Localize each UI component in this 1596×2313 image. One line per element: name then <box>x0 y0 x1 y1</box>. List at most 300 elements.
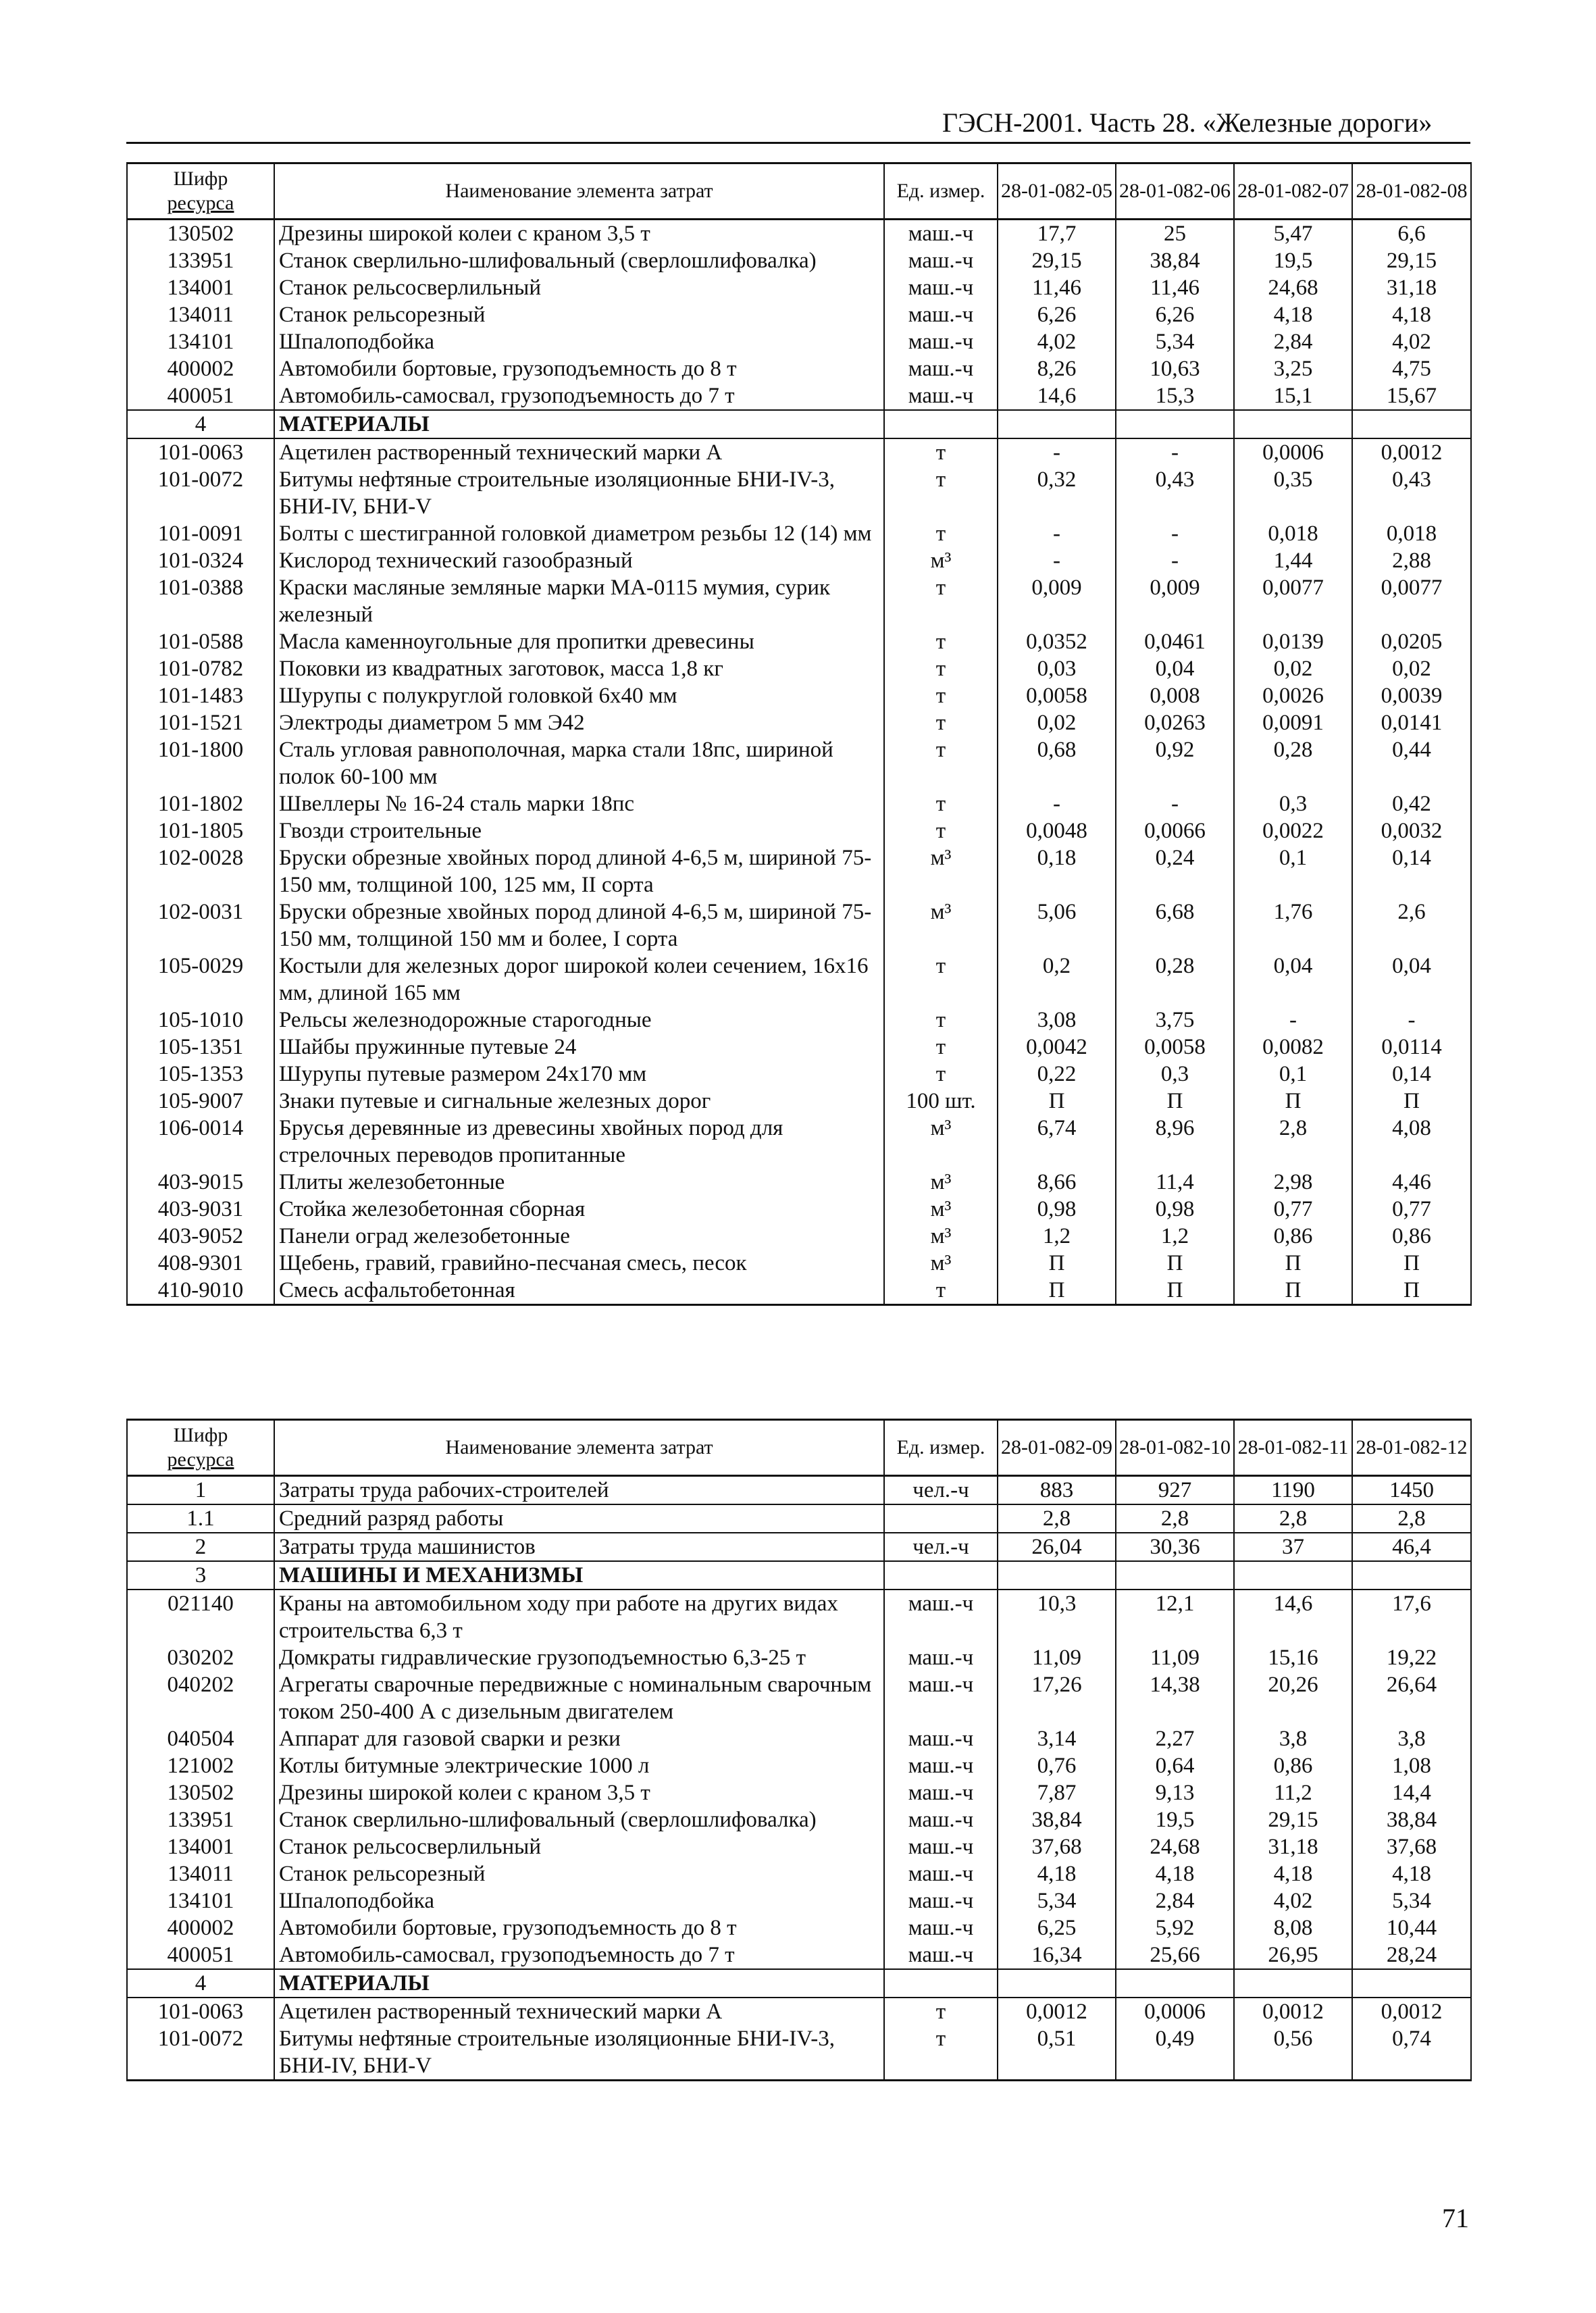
norm-value-cell: 0,0022 <box>1234 817 1352 844</box>
norm-value-cell: 5,47 <box>1234 220 1352 248</box>
norm-value-cell: 17,26 <box>998 1671 1116 1725</box>
table-row <box>127 682 1471 709</box>
norm-value-cell: 0,56 <box>1234 2025 1352 2081</box>
norm-value-cell: 0,0042 <box>998 1034 1116 1061</box>
norm-value-cell: 4,18 <box>1234 301 1352 328</box>
norm-value-cell: 0,018 <box>1234 520 1352 547</box>
norm-value-cell: 4,18 <box>998 1860 1116 1887</box>
norm-value-cell: 26,04 <box>998 1533 1116 1561</box>
norm-value-cell: 8,96 <box>1116 1115 1234 1169</box>
norm-value-cell: 0,86 <box>1352 1223 1471 1250</box>
norm-value-cell: 0,77 <box>1234 1196 1352 1223</box>
norm-value-cell: 1,2 <box>1116 1223 1234 1250</box>
norm-value-cell <box>1234 1969 1352 1998</box>
norm-value-cell: П <box>998 1250 1116 1277</box>
norm-value-cell: - <box>998 790 1116 817</box>
norm-value-cell: 0,0006 <box>1234 438 1352 466</box>
norm-value-cell: 28,24 <box>1352 1941 1471 1969</box>
resource-code-cell: 1 <box>127 1476 274 1505</box>
resource-code-cell: 403-9015 <box>127 1169 274 1196</box>
table-row <box>127 2025 1471 2081</box>
resource-code-cell: 101-1483 <box>127 682 274 709</box>
norm-value-cell: 20,26 <box>1234 1671 1352 1725</box>
resource-table-2 <box>126 1419 1472 2081</box>
running-header: ГЭСН-2001. Часть 28. «Железные дороги» <box>942 107 1433 138</box>
norm-value-cell: 24,68 <box>1234 274 1352 301</box>
norm-value-cell: 14,38 <box>1116 1671 1234 1725</box>
norm-value-cell: 0,0077 <box>1234 574 1352 628</box>
norm-value-cell: 30,36 <box>1116 1533 1234 1561</box>
norm-value-cell: 0,0026 <box>1234 682 1352 709</box>
resource-name-cell: Станок рельсосверлильный <box>274 274 884 301</box>
resource-name-cell: Бруски обрезные хвойных пород длиной 4-6,5 м, шириной 75-150 мм, толщиной 100, 125 мм, II сорта <box>274 844 884 898</box>
norm-value-cell: 11,2 <box>1234 1779 1352 1806</box>
norm-value-cell <box>998 410 1116 438</box>
unit-cell: 100 шт. <box>884 1088 998 1115</box>
norm-value-cell: 10,44 <box>1352 1914 1471 1941</box>
table-row <box>127 1196 1471 1223</box>
norm-value-cell: 3,25 <box>1234 355 1352 382</box>
norm-value-cell: 0,74 <box>1352 2025 1471 2081</box>
resource-code-cell: 134001 <box>127 1833 274 1860</box>
table-row <box>127 1998 1471 2025</box>
norm-value-cell: 5,34 <box>998 1887 1116 1914</box>
norm-value-cell: 0,009 <box>998 574 1116 628</box>
unit-cell: маш.-ч <box>884 274 998 301</box>
norm-value-cell: - <box>1116 547 1234 574</box>
norm-value-cell: 0,0091 <box>1234 709 1352 736</box>
norm-value-cell <box>998 1969 1116 1998</box>
norm-value-cell: 0,02 <box>1352 655 1471 682</box>
resource-code-cell: 134011 <box>127 301 274 328</box>
resource-code-cell: 101-0072 <box>127 2025 274 2081</box>
norm-value-cell: 29,15 <box>998 247 1116 274</box>
norm-value-cell: 11,46 <box>1116 274 1234 301</box>
unit-cell: т <box>884 1061 998 1088</box>
norm-value-cell <box>1116 1969 1234 1998</box>
table-row <box>127 1671 1471 1725</box>
norm-code-header: 28-01-082-06 <box>1116 163 1234 220</box>
norm-value-cell: 6,6 <box>1352 220 1471 248</box>
norm-value-cell: 17,6 <box>1352 1590 1471 1644</box>
norm-value-cell: 4,18 <box>1116 1860 1234 1887</box>
norm-value-cell: 0,64 <box>1116 1752 1234 1779</box>
resource-code-cell: 040202 <box>127 1671 274 1725</box>
unit-cell <box>884 410 998 438</box>
norm-value-cell: 0,1 <box>1234 1061 1352 1088</box>
norm-value-cell: 0,43 <box>1352 466 1471 520</box>
norm-value-cell: 0,14 <box>1352 1061 1471 1088</box>
norm-value-cell: 5,06 <box>998 898 1116 952</box>
table-row <box>127 1088 1471 1115</box>
norm-value-cell: 0,0461 <box>1116 628 1234 655</box>
resource-name-cell: Станок рельсосверлильный <box>274 1833 884 1860</box>
unit-cell: маш.-ч <box>884 1590 998 1644</box>
norm-value-cell: 0,86 <box>1234 1223 1352 1250</box>
norm-value-cell: 0,77 <box>1352 1196 1471 1223</box>
resource-name-cell: Электроды диаметром 5 мм Э42 <box>274 709 884 736</box>
norm-value-cell: 6,68 <box>1116 898 1234 952</box>
resource-code-cell: 400002 <box>127 1914 274 1941</box>
norm-value-cell: 0,3 <box>1116 1061 1234 1088</box>
norm-value-cell: 19,5 <box>1116 1806 1234 1833</box>
norm-value-cell: 16,34 <box>998 1941 1116 1969</box>
norm-value-cell: 37,68 <box>1352 1833 1471 1860</box>
table-row <box>127 898 1471 952</box>
norm-value-cell: П <box>1352 1088 1471 1115</box>
table-row <box>127 1504 1471 1533</box>
unit-cell: м³ <box>884 1115 998 1169</box>
unit-cell: маш.-ч <box>884 1860 998 1887</box>
norm-value-cell: 0,008 <box>1116 682 1234 709</box>
norm-value-cell: 2,8 <box>1352 1504 1471 1533</box>
section-row <box>127 1969 1471 1998</box>
resource-code-cell: 101-0072 <box>127 466 274 520</box>
norm-value-cell: 0,0012 <box>1234 1998 1352 2025</box>
table-row <box>127 1115 1471 1169</box>
norm-value-cell: 25 <box>1116 220 1234 248</box>
resource-code-cell: 133951 <box>127 247 274 274</box>
unit-cell <box>884 1969 998 1998</box>
norm-value-cell: 2,8 <box>1234 1115 1352 1169</box>
norm-value-cell: 2,84 <box>1116 1887 1234 1914</box>
resource-name-cell: Щебень, гравий, гравийно-песчаная смесь, песок <box>274 1250 884 1277</box>
norm-value-cell: - <box>1116 520 1234 547</box>
table-row <box>127 1914 1471 1941</box>
unit-cell: т <box>884 952 998 1007</box>
table-row <box>127 1169 1471 1196</box>
norm-code-header: 28-01-082-12 <box>1352 1420 1471 1476</box>
norm-value-cell: П <box>1116 1250 1234 1277</box>
norm-value-cell <box>1116 1561 1234 1590</box>
unit-cell: т <box>884 628 998 655</box>
norm-code-header: 28-01-082-08 <box>1352 163 1471 220</box>
table-row <box>127 1725 1471 1752</box>
table-row <box>127 1223 1471 1250</box>
table-row <box>127 1644 1471 1671</box>
norm-value-cell: 0,24 <box>1116 844 1234 898</box>
table-row <box>127 790 1471 817</box>
resource-name-cell: МАТЕРИАЛЫ <box>274 410 884 438</box>
norm-value-cell: П <box>998 1088 1116 1115</box>
norm-value-cell: 26,64 <box>1352 1671 1471 1725</box>
resource-table-1 <box>126 162 1472 1306</box>
norm-value-cell: 37,68 <box>998 1833 1116 1860</box>
table-row <box>127 1752 1471 1779</box>
table-row <box>127 817 1471 844</box>
resource-name-cell: Швеллеры № 16-24 сталь марки 18пс <box>274 790 884 817</box>
norm-value-cell: 0,3 <box>1234 790 1352 817</box>
norm-value-cell: 14,4 <box>1352 1779 1471 1806</box>
unit-cell: чел.-ч <box>884 1476 998 1505</box>
resource-name-cell: Брусья деревянные из древесины хвойных пород для стрелочных переводов пропитанные <box>274 1115 884 1169</box>
table-row <box>127 355 1471 382</box>
norm-code-header: 28-01-082-10 <box>1116 1420 1234 1476</box>
resource-code-cell: 130502 <box>127 220 274 248</box>
table-row <box>127 1590 1471 1644</box>
norm-value-cell: 29,15 <box>1352 247 1471 274</box>
norm-value-cell: 2,8 <box>998 1504 1116 1533</box>
norm-value-cell <box>1234 410 1352 438</box>
unit-cell: т <box>884 1277 998 1305</box>
resource-name-cell: Рельсы железнодорожные старогодные <box>274 1007 884 1034</box>
resource-name-cell: Панели оград железобетонные <box>274 1223 884 1250</box>
norm-value-cell: - <box>1116 790 1234 817</box>
resource-code-cell: 4 <box>127 1969 274 1998</box>
resource-code-cell: 130502 <box>127 1779 274 1806</box>
norm-value-cell: 29,15 <box>1234 1806 1352 1833</box>
norm-value-cell: 0,92 <box>1116 736 1234 790</box>
norm-value-cell: - <box>998 438 1116 466</box>
resource-code-cell: 106-0014 <box>127 1115 274 1169</box>
norm-value-cell: 6,74 <box>998 1115 1116 1169</box>
table-row <box>127 328 1471 355</box>
resource-name-cell: Станок рельсорезный <box>274 1860 884 1887</box>
resource-code-cell: 101-1802 <box>127 790 274 817</box>
unit-cell: т <box>884 1007 998 1034</box>
unit-cell: т <box>884 790 998 817</box>
norm-value-cell: 0,0139 <box>1234 628 1352 655</box>
table-row <box>127 274 1471 301</box>
unit-cell: чел.-ч <box>884 1533 998 1561</box>
norm-value-cell: 0,35 <box>1234 466 1352 520</box>
norm-value-cell: 0,04 <box>1352 952 1471 1007</box>
norm-code-header: 28-01-082-05 <box>998 163 1116 220</box>
unit-cell: маш.-ч <box>884 355 998 382</box>
resource-name-cell: Ацетилен растворенный технический марки А <box>274 1998 884 2025</box>
table-row <box>127 466 1471 520</box>
norm-value-cell: 4,02 <box>1352 328 1471 355</box>
table-row <box>127 1034 1471 1061</box>
resource-code-cell: 101-0588 <box>127 628 274 655</box>
norm-value-cell: 2,88 <box>1352 547 1471 574</box>
resource-code-cell: 2 <box>127 1533 274 1561</box>
norm-value-cell: 8,08 <box>1234 1914 1352 1941</box>
norm-value-cell <box>998 1561 1116 1590</box>
resource-name-cell: Болты с шестигранной головкой диаметром резьбы 12 (14) мм <box>274 520 884 547</box>
norm-value-cell: 10,63 <box>1116 355 1234 382</box>
norm-value-cell: 3,08 <box>998 1007 1116 1034</box>
norm-value-cell: 2,98 <box>1234 1169 1352 1196</box>
resource-name-cell: Домкраты гидравлические грузоподъемностью 6,3-25 т <box>274 1644 884 1671</box>
table-row <box>127 574 1471 628</box>
resource-name-cell: Автомобили бортовые, грузоподъемность до 8 т <box>274 1914 884 1941</box>
unit-cell: маш.-ч <box>884 1644 998 1671</box>
resource-code-cell: 101-0063 <box>127 438 274 466</box>
norm-value-cell: 0,0048 <box>998 817 1116 844</box>
norm-value-cell <box>1234 1561 1352 1590</box>
norm-value-cell: 0,0141 <box>1352 709 1471 736</box>
resource-code-cell: 102-0028 <box>127 844 274 898</box>
resource-name-cell: Битумы нефтяные строительные изоляционные БНИ-IV-3, БНИ-IV, БНИ-V <box>274 2025 884 2081</box>
norm-value-cell: 14,6 <box>998 382 1116 410</box>
table-row <box>127 382 1471 410</box>
norm-value-cell: 0,0039 <box>1352 682 1471 709</box>
norm-value-cell: 0,98 <box>998 1196 1116 1223</box>
unit-cell <box>884 1504 998 1533</box>
norm-value-cell: 19,22 <box>1352 1644 1471 1671</box>
resource-code-cell: 134101 <box>127 1887 274 1914</box>
resource-code-cell: 4 <box>127 410 274 438</box>
resource-code-cell: 101-0091 <box>127 520 274 547</box>
norm-value-cell: 0,28 <box>1116 952 1234 1007</box>
norm-value-cell: 0,04 <box>1234 952 1352 1007</box>
norm-value-cell: 6,25 <box>998 1914 1116 1941</box>
norm-code-header: 28-01-082-11 <box>1234 1420 1352 1476</box>
norm-value-cell: 0,0012 <box>1352 1998 1471 2025</box>
norm-value-cell: 0,0352 <box>998 628 1116 655</box>
unit-cell: т <box>884 1998 998 2025</box>
norm-value-cell: 5,34 <box>1116 328 1234 355</box>
unit-cell: м³ <box>884 898 998 952</box>
unit-cell: маш.-ч <box>884 1779 998 1806</box>
resource-name-cell: Краски масляные земляные марки МА-0115 мумия, сурик железный <box>274 574 884 628</box>
resource-code-cell: 105-1010 <box>127 1007 274 1034</box>
norm-value-cell: 5,92 <box>1116 1914 1234 1941</box>
norm-value-cell: 2,8 <box>1116 1504 1234 1533</box>
norm-value-cell: 0,49 <box>1116 2025 1234 2081</box>
table-row <box>127 547 1471 574</box>
unit-cell: м³ <box>884 1196 998 1223</box>
resource-name-cell: Станок сверлильно-шлифовальный (сверлошлифовалка) <box>274 1806 884 1833</box>
resource-code-cell: 105-9007 <box>127 1088 274 1115</box>
norm-value-cell: 0,018 <box>1352 520 1471 547</box>
table-row <box>127 438 1471 466</box>
norm-value-cell: 883 <box>998 1476 1116 1505</box>
resource-name-cell: Аппарат для газовой сварки и резки <box>274 1725 884 1752</box>
norm-value-cell: 0,04 <box>1116 655 1234 682</box>
unit-cell: маш.-ч <box>884 247 998 274</box>
resource-name-cell: Станок рельсорезный <box>274 301 884 328</box>
resource-code-cell: 134011 <box>127 1860 274 1887</box>
norm-value-cell: 26,95 <box>1234 1941 1352 1969</box>
norm-value-cell: П <box>1352 1250 1471 1277</box>
unit-cell: маш.-ч <box>884 1752 998 1779</box>
norm-value-cell: 14,6 <box>1234 1590 1352 1644</box>
resource-code-cell: 121002 <box>127 1752 274 1779</box>
table-row <box>127 247 1471 274</box>
unit-column-header: Ед. измер. <box>884 163 998 220</box>
norm-value-cell: - <box>1116 438 1234 466</box>
norm-value-cell: 0,0205 <box>1352 628 1471 655</box>
norm-value-cell: 0,03 <box>998 655 1116 682</box>
norm-value-cell: 4,08 <box>1352 1115 1471 1169</box>
resource-code-cell: 101-0324 <box>127 547 274 574</box>
resource-name-cell: Средний разряд работы <box>274 1504 884 1533</box>
resource-name-cell: Стойка железобетонная сборная <box>274 1196 884 1223</box>
norm-value-cell: 2,27 <box>1116 1725 1234 1752</box>
table-row <box>127 1277 1471 1305</box>
resource-code-cell: 408-9301 <box>127 1250 274 1277</box>
norm-value-cell: 0,0066 <box>1116 817 1234 844</box>
norm-value-cell: 11,09 <box>998 1644 1116 1671</box>
norm-value-cell: 9,13 <box>1116 1779 1234 1806</box>
resource-name-cell: МАШИНЫ И МЕХАНИЗМЫ <box>274 1561 884 1590</box>
resource-name-cell: Агрегаты сварочные передвижные с номинальным сварочным током 250-400 А с дизельным двигателем <box>274 1671 884 1725</box>
page-number: 71 <box>1442 2203 1469 2233</box>
norm-value-cell: 0,0012 <box>998 1998 1116 2025</box>
unit-cell: маш.-ч <box>884 301 998 328</box>
norm-value-cell: 7,87 <box>998 1779 1116 1806</box>
section-row <box>127 1533 1471 1561</box>
norm-value-cell: 31,18 <box>1234 1833 1352 1860</box>
table-row <box>127 952 1471 1007</box>
norm-value-cell: 0,1 <box>1234 844 1352 898</box>
resource-name-cell: Шпалоподбойка <box>274 1887 884 1914</box>
unit-cell: маш.-ч <box>884 1914 998 1941</box>
norm-value-cell: 0,44 <box>1352 736 1471 790</box>
norm-value-cell: П <box>1116 1277 1234 1305</box>
unit-cell: маш.-ч <box>884 220 998 248</box>
table-row <box>127 1860 1471 1887</box>
norm-value-cell: 3,8 <box>1234 1725 1352 1752</box>
norm-value-cell: 46,4 <box>1352 1533 1471 1561</box>
norm-value-cell: 3,75 <box>1116 1007 1234 1034</box>
resource-name-cell: Поковки из квадратных заготовок, масса 1,8 кг <box>274 655 884 682</box>
norm-value-cell: 0,14 <box>1352 844 1471 898</box>
norm-value-cell: 15,16 <box>1234 1644 1352 1671</box>
resource-name-cell: Автомобили бортовые, грузоподъемность до 8 т <box>274 355 884 382</box>
norm-value-cell: 19,5 <box>1234 247 1352 274</box>
norm-value-cell: П <box>1116 1088 1234 1115</box>
norm-value-cell: 0,43 <box>1116 466 1234 520</box>
table-row <box>127 520 1471 547</box>
resource-code-cell: 3 <box>127 1561 274 1590</box>
resource-name-cell: Шайбы пружинные путевые 24 <box>274 1034 884 1061</box>
resource-code-cell: 403-9031 <box>127 1196 274 1223</box>
norm-value-cell: 0,18 <box>998 844 1116 898</box>
norm-value-cell: 38,84 <box>1352 1806 1471 1833</box>
section-row <box>127 1561 1471 1590</box>
unit-cell: т <box>884 466 998 520</box>
resource-name-cell: Бруски обрезные хвойных пород длиной 4-6,5 м, шириной 75-150 мм, толщиной 150 мм и более, I сорта <box>274 898 884 952</box>
name-column-header: Наименование элемента затрат <box>274 163 884 220</box>
resource-code-cell: 400051 <box>127 1941 274 1969</box>
unit-cell: т <box>884 438 998 466</box>
unit-cell: маш.-ч <box>884 1941 998 1969</box>
norm-value-cell: 15,67 <box>1352 382 1471 410</box>
unit-cell: маш.-ч <box>884 1833 998 1860</box>
resource-code-cell: 400051 <box>127 382 274 410</box>
norm-value-cell: 927 <box>1116 1476 1234 1505</box>
section-row <box>127 1476 1471 1505</box>
unit-cell <box>884 1561 998 1590</box>
resource-name-cell: Плиты железобетонные <box>274 1169 884 1196</box>
resource-name-cell: Шурупы с полукруглой головкой 6х40 мм <box>274 682 884 709</box>
resource-name-cell: Дрезины широкой колеи с краном 3,5 т <box>274 220 884 248</box>
norm-value-cell: 31,18 <box>1352 274 1471 301</box>
norm-value-cell: 0,0012 <box>1352 438 1471 466</box>
unit-cell: маш.-ч <box>884 382 998 410</box>
norm-value-cell: 0,42 <box>1352 790 1471 817</box>
norm-value-cell: 0,02 <box>1234 655 1352 682</box>
resource-code-cell: 1.1 <box>127 1504 274 1533</box>
norm-value-cell: 17,7 <box>998 220 1116 248</box>
resource-name-cell: Смесь асфальтобетонная <box>274 1277 884 1305</box>
resource-name-cell: Битумы нефтяные строительные изоляционные БНИ-IV-3, БНИ-IV, БНИ-V <box>274 466 884 520</box>
resource-code-cell: 133951 <box>127 1806 274 1833</box>
norm-value-cell: 12,1 <box>1116 1590 1234 1644</box>
norm-value-cell: 4,02 <box>998 328 1116 355</box>
resource-name-cell: Масла каменноугольные для пропитки древесины <box>274 628 884 655</box>
unit-cell: т <box>884 2025 998 2081</box>
norm-value-cell: - <box>1352 1007 1471 1034</box>
norm-value-cell: 11,4 <box>1116 1169 1234 1196</box>
norm-value-cell: 0,0058 <box>1116 1034 1234 1061</box>
unit-cell: т <box>884 817 998 844</box>
resource-code-cell: 101-0063 <box>127 1998 274 2025</box>
resource-code-cell: 030202 <box>127 1644 274 1671</box>
